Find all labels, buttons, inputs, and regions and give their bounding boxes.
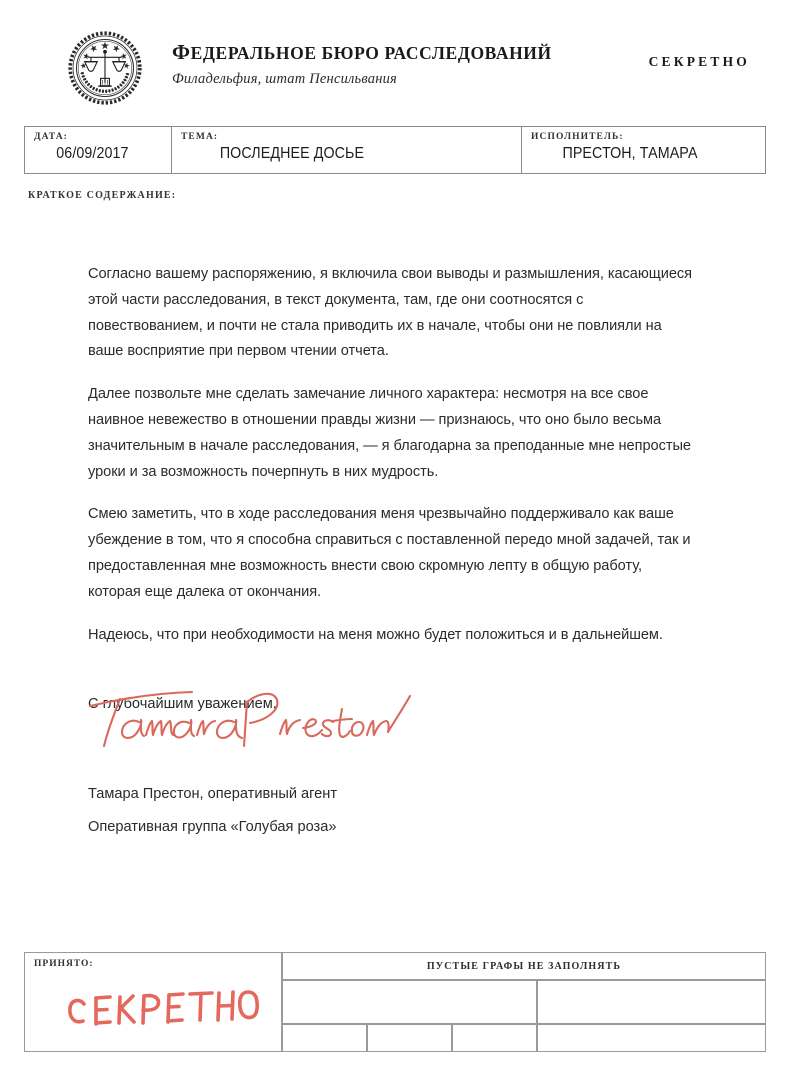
body-paragraph-1: Согласно вашему распоряжению, я включила свои выводы и размышления, касающиеся этой части расследования, в текст документа, там, где они соотносятся с повествованием, и почти не стала приводить их в начале, чтобы они не повлияли на ваше восприятие при первом чтении отчета. (88, 266, 692, 360)
body-paragraph-2: Далее позвольте мне сделать замечание личного характера: несмотря на все свое наивное невежество в отношении правды жизни — признаюсь, что оно было весьма значительным в начале расследования, — я благодарна за преподанные мне непростые уроки и за возможность почерпнуть в них мудрость. (88, 386, 691, 480)
subject-label: ТЕМА: (181, 132, 219, 142)
footer-header-cell (282, 952, 766, 980)
classification-banner-top: СЕКРЕТНО (648, 54, 750, 69)
footer-blank-cell-4 (367, 1024, 452, 1052)
footer-blank-cell-2 (537, 980, 766, 1024)
handwritten-signature (84, 682, 414, 760)
page-title (172, 40, 552, 64)
footer-blank-cell-6 (537, 1024, 766, 1052)
body-paragraph-4: Надеюсь, что при необходимости на меня можно будет положиться и в дальнейшем. (88, 626, 663, 643)
signer-unit: Оперативная группа «Голубая роза» (88, 819, 337, 835)
org-identity-block (172, 40, 552, 88)
footer-accepted-cell (24, 952, 282, 1052)
org-subtitle: Филадельфия, штат Пенсильвания (172, 71, 397, 88)
org-title-initial: Ф (172, 40, 191, 64)
footer-blank-cell-3 (282, 1024, 367, 1052)
agent-label: ИСПОЛНИТЕЛЬ: (531, 132, 624, 142)
metadata-cell-agent (521, 127, 765, 173)
footer-form-table (24, 952, 766, 1052)
letter-body (88, 262, 692, 718)
do-not-fill-label: ПУСТЫЕ ГРАФЫ НЕ ЗАПОЛНЯТЬ (426, 960, 622, 972)
metadata-table (24, 126, 766, 174)
justice-scales-seal-icon (68, 31, 142, 105)
document-header (0, 0, 790, 112)
metadata-cell-subject (171, 127, 521, 173)
footer-blank-cell-1 (282, 980, 537, 1024)
date-label: ДАТА: (34, 132, 68, 142)
subject-value: ПОСЛЕДНЕЕ ДОСЬЕ (219, 145, 365, 162)
footer-blank-cell-5 (452, 1024, 537, 1052)
closing-salutation: С глубочайшим уважением, (88, 696, 277, 713)
agent-value: ПРЕСТОН, ТАМАРА (562, 145, 698, 162)
summary-label: КРАТКОЕ СОДЕРЖАНИЕ: (28, 190, 177, 201)
body-paragraph-3: Смею заметить, что в ходе расследования меня чрезвычайно поддерживало как ваше убеждение в том, что я способна справиться с поставленной передо мной задачей, так и предоставленная мне возможность внести свою скромную лепту в общую работу, которая еще далека от окончания. (88, 506, 691, 600)
metadata-cell-date (25, 127, 171, 173)
date-value: 06/09/2017 (56, 145, 129, 162)
accepted-label: ПРИНЯТО: (34, 959, 94, 969)
signer-name: Тамара Престон, оперативный агент (88, 786, 338, 802)
org-title-rest: ЕДЕРАЛЬНОЕ БЮРО РАССЛЕДОВАНИЙ (190, 43, 552, 63)
